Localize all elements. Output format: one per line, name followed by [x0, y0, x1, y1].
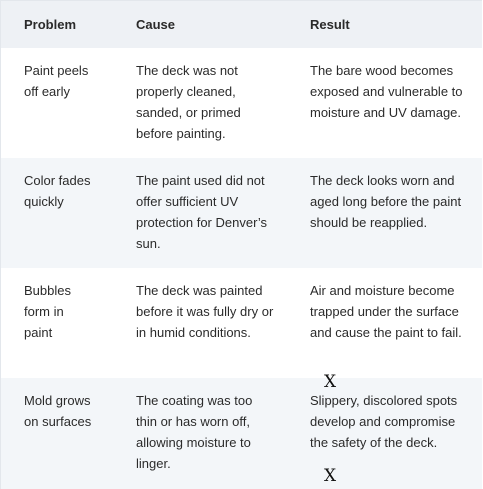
- table-row: [1, 158, 482, 268]
- cause-cell: The paint used did not offer sufficient UV protection for Denver’s sun.: [136, 173, 268, 251]
- problem-cell: Mold grows on surfaces: [24, 393, 92, 429]
- header-problem: Problem: [24, 17, 77, 32]
- result-cell: Air and moisture become trapped under the surface and cause the paint to fail.: [310, 283, 462, 340]
- result-cell: Slippery, discolored spots develop and compromise the safety of the deck.: [310, 393, 458, 450]
- result-cell: The deck looks worn and aged long before the paint should be reapplied.: [310, 173, 462, 230]
- table-row: [1, 268, 482, 378]
- header-result: Result: [310, 17, 350, 32]
- table-row: [1, 378, 482, 489]
- result-cell: The bare wood becomes exposed and vulnerable to moisture and UV damage.: [310, 63, 463, 120]
- header-cause: Cause: [136, 17, 176, 32]
- overlay-x-mark-bottom: X: [324, 466, 337, 486]
- problem-cell: Color fades quickly: [24, 173, 91, 209]
- cause-cell: The deck was painted before it was fully dry or in humid conditions.: [136, 283, 274, 340]
- overlay-x-mark-top: X: [324, 372, 337, 392]
- cause-cell: The coating was too thin or has worn off, allowing moisture to linger.: [136, 393, 253, 471]
- problem-cell: Paint peels off early: [24, 63, 89, 99]
- problem-cell: Bubbles form in paint: [24, 283, 71, 340]
- cause-cell: The deck was not properly cleaned, sanded, or primed before painting.: [136, 63, 241, 141]
- table-row: [1, 48, 482, 158]
- table-header-row: [1, 0, 482, 48]
